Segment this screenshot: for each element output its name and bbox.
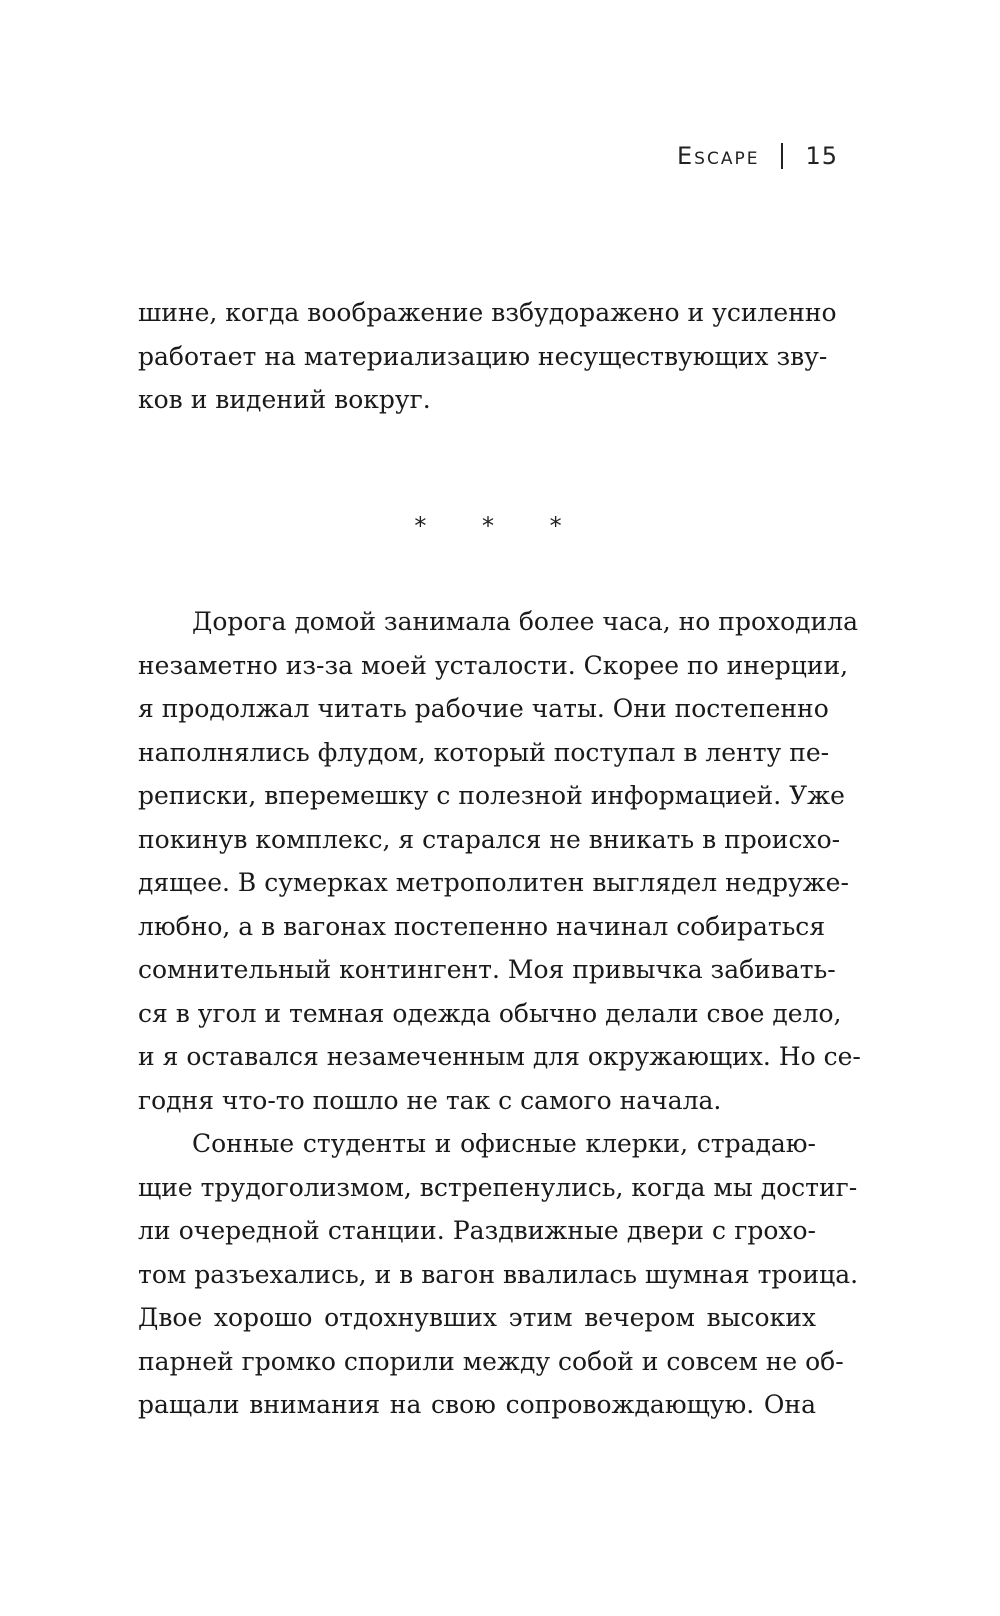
text-line: ков и видений вокруг. — [138, 385, 431, 414]
text-line: наполнялись флудом, который поступал в ленту пе- — [138, 737, 830, 767]
main-text — [138, 600, 861, 1427]
book-title: Escape — [677, 142, 760, 170]
paragraph — [138, 600, 861, 1122]
text-line: я продолжал читать рабочие чаты. Они постепенно — [138, 694, 829, 723]
text-line: дящее. В сумерках метрополитен выглядел недруже- — [138, 868, 849, 897]
text-line: любно, а в вагонах постепенно начинал собираться — [138, 911, 826, 941]
continuation-paragraph — [138, 291, 837, 422]
text-line: ли очередной станции. Раздвижные двери с грохо- — [138, 1216, 816, 1245]
header-divider — [781, 143, 783, 169]
text-line: щие трудоголизмом, встрепенулись, когда мы достиг- — [138, 1172, 858, 1202]
text-line: незаметно из-за моей усталости. Скорее по инерции, — [138, 650, 849, 680]
text-line: реписки, вперемешку с полезной информацией. Уже — [138, 781, 845, 810]
text-line: сомнительный контингент. Моя привычка забивать- — [138, 955, 836, 984]
text-line: шине, когда воображение взбудоражено и усиленно — [138, 298, 837, 327]
text-line: парней громко спорили между собой и совсем не об- — [138, 1346, 844, 1376]
text-line: и я оставался незамеченным для окружающих. Но се- — [138, 1042, 861, 1071]
page-number: 15 — [805, 142, 838, 170]
running-head — [677, 142, 838, 170]
text-line: Двое хорошо отдохнувших этим вечером высоких — [138, 1303, 816, 1332]
text-line: работает на материализацию несуществующих зву- — [138, 341, 828, 371]
text-line: том разъехались, и в вагон ввалилась шумная троица. — [138, 1259, 859, 1289]
text-line: ся в угол и темная одежда обычно делали свое дело, — [138, 998, 842, 1028]
text-line: ращали внимания на свою сопровождающую. Она — [138, 1390, 816, 1419]
paragraph — [138, 1122, 859, 1427]
text-line: Дорога домой занимала более часа, но проходила — [192, 607, 859, 636]
text-line: покинув комплекс, я старался не вникать в происхо- — [138, 824, 841, 854]
text-line: годня что-то пошло не так с самого начала. — [138, 1085, 722, 1115]
text-line: Сонные студенты и офисные клерки, страдаю- — [192, 1129, 816, 1158]
scene-break: * * * — [414, 512, 586, 540]
